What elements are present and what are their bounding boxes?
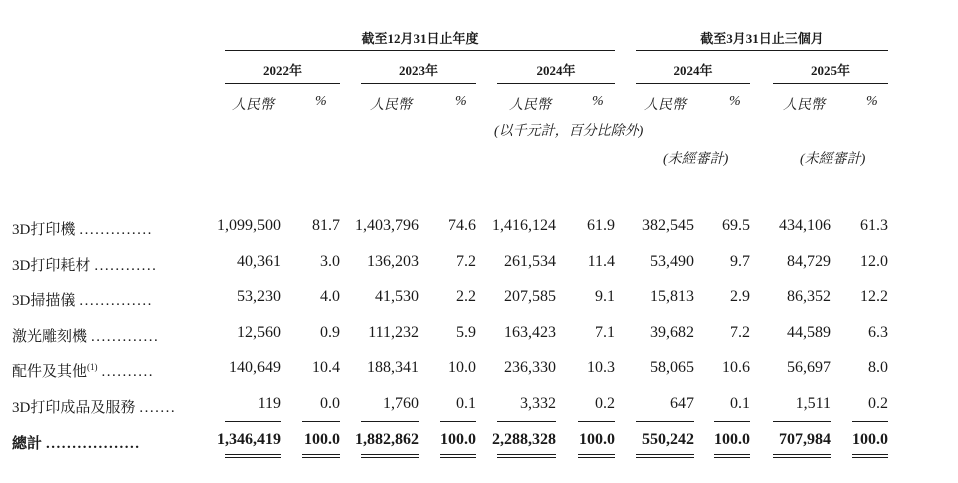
amount-cell: 1,760 (383, 395, 419, 412)
amount-cell: 86,352 (787, 288, 831, 305)
period-quarter-rule (636, 50, 888, 51)
currency-header: 人民幣 (644, 98, 686, 113)
unaudited-note: (未經審計) (800, 152, 866, 167)
total-double-rule (773, 457, 831, 458)
amount-cell: 40,361 (237, 253, 281, 270)
percent-header: % (729, 94, 741, 109)
currency-header: 人民幣 (509, 98, 551, 113)
amount-cell: 15,813 (650, 288, 694, 305)
percent-cell: 61.3 (860, 217, 888, 234)
amount-cell: 53,230 (237, 288, 281, 305)
year-header-2025-q: 2025年 (810, 63, 850, 78)
amount-cell: 41,530 (375, 288, 419, 305)
leader-dots: .................. (46, 436, 141, 452)
percent-header: % (455, 94, 467, 109)
row-label-text: 總計 (12, 436, 43, 452)
percent-cell: 0.9 (320, 324, 340, 341)
row-label-text: 3D掃描儀 (12, 293, 76, 309)
amount-cell: 1,416,124 (492, 217, 556, 234)
percent-cell: 7.2 (730, 324, 750, 341)
year-rule-2023 (361, 83, 476, 84)
amount-cell: 53,490 (650, 253, 694, 270)
percent-cell: 7.1 (595, 324, 615, 341)
amount-cell: 382,545 (642, 217, 694, 234)
total-double-rule (497, 457, 556, 458)
row-label (12, 218, 153, 239)
amount-cell: 84,729 (787, 253, 831, 270)
leader-dots: ....... (139, 400, 177, 416)
total-double-rule (497, 454, 556, 455)
leader-dots: .............. (79, 293, 153, 309)
unaudited-note: (未經審計) (663, 152, 729, 167)
period-fiscal-year-rule (225, 50, 615, 51)
unit-note: (以千元計，百分比除外) (494, 124, 644, 139)
total-double-rule (361, 457, 419, 458)
percent-cell: 100.0 (579, 431, 615, 448)
percent-cell: 0.2 (868, 395, 888, 412)
amount-cell: 647 (670, 395, 694, 412)
percent-cell: 100.0 (304, 431, 340, 448)
percent-header: % (592, 94, 604, 109)
percent-cell: 8.0 (868, 359, 888, 376)
percent-cell: 11.4 (587, 253, 615, 270)
amount-cell: 207,585 (504, 288, 556, 305)
subtotal-rule (773, 421, 831, 422)
total-double-rule (302, 454, 340, 455)
leader-dots: ............. (91, 329, 160, 345)
total-double-rule (302, 457, 340, 458)
row-label-text: 3D打印耗材 (12, 258, 91, 274)
percent-cell: 100.0 (440, 431, 476, 448)
percent-cell: 74.6 (448, 217, 476, 234)
total-double-rule (225, 457, 281, 458)
percent-cell: 69.5 (722, 217, 750, 234)
total-double-rule (714, 454, 750, 455)
percent-cell: 61.9 (587, 217, 615, 234)
percent-cell: 3.0 (320, 253, 340, 270)
total-double-rule (578, 454, 615, 455)
amount-cell: 3,332 (520, 395, 556, 412)
amount-cell: 163,423 (504, 324, 556, 341)
row-label-text: 激光雕刻機 (12, 329, 88, 345)
amount-cell: 707,984 (779, 431, 831, 448)
percent-cell: 4.0 (320, 288, 340, 305)
subtotal-rule (852, 421, 888, 422)
amount-cell: 140,649 (229, 359, 281, 376)
amount-cell: 44,589 (787, 324, 831, 341)
subtotal-rule (440, 421, 476, 422)
total-double-rule (440, 457, 476, 458)
subtotal-rule (225, 421, 281, 422)
amount-cell: 434,106 (779, 217, 831, 234)
year-header-2024: 2024年 (536, 63, 576, 78)
subtotal-rule (497, 421, 556, 422)
total-double-rule (714, 457, 750, 458)
percent-cell: 7.2 (456, 253, 476, 270)
total-double-rule (773, 454, 831, 455)
total-double-rule (361, 454, 419, 455)
amount-cell: 1,511 (795, 395, 831, 412)
total-double-rule (636, 454, 694, 455)
footnote-marker: (1) (87, 362, 98, 372)
leader-dots: ............ (94, 258, 158, 274)
percent-cell: 0.0 (320, 395, 340, 412)
total-double-rule (225, 454, 281, 455)
amount-cell: 261,534 (504, 253, 556, 270)
total-double-rule (852, 457, 888, 458)
percent-cell: 9.7 (730, 253, 750, 270)
amount-cell: 119 (257, 395, 281, 412)
percent-cell: 81.7 (312, 217, 340, 234)
amount-cell: 236,330 (504, 359, 556, 376)
total-label (12, 432, 141, 453)
year-rule-2024 (497, 83, 615, 84)
year-header-2023: 2023年 (398, 63, 438, 78)
percent-cell: 100.0 (714, 431, 750, 448)
amount-cell: 188,341 (367, 359, 419, 376)
amount-cell: 1,403,796 (355, 217, 419, 234)
percent-cell: 0.1 (730, 395, 750, 412)
percent-cell: 10.6 (722, 359, 750, 376)
amount-cell: 136,203 (367, 253, 419, 270)
amount-cell: 12,560 (237, 324, 281, 341)
row-label-text: 3D打印機 (12, 222, 76, 238)
currency-header: 人民幣 (232, 98, 274, 113)
row-label-text: 配件及其他 (12, 364, 88, 380)
percent-cell: 6.3 (868, 324, 888, 341)
percent-cell: 2.9 (730, 288, 750, 305)
percent-cell: 0.1 (456, 395, 476, 412)
amount-cell: 39,682 (650, 324, 694, 341)
leader-dots: .............. (79, 222, 153, 238)
leader-dots: .......... (101, 364, 155, 380)
currency-header: 人民幣 (783, 98, 825, 113)
percent-cell: 9.1 (595, 288, 615, 305)
currency-header: 人民幣 (370, 98, 412, 113)
year-rule-2024-q (636, 83, 750, 84)
subtotal-rule (302, 421, 340, 422)
percent-header: % (315, 94, 327, 109)
row-label (12, 360, 154, 381)
total-double-rule (440, 454, 476, 455)
subtotal-rule (578, 421, 615, 422)
amount-cell: 1,346,419 (217, 431, 281, 448)
amount-cell: 111,232 (368, 324, 419, 341)
percent-cell: 10.0 (448, 359, 476, 376)
row-label (12, 396, 176, 417)
percent-cell: 12.0 (860, 253, 888, 270)
row-label-text: 3D打印成品及服務 (12, 400, 136, 416)
percent-cell: 5.9 (456, 324, 476, 341)
year-header-2024-q: 2024年 (673, 63, 713, 78)
percent-header: % (866, 94, 878, 109)
amount-cell: 58,065 (650, 359, 694, 376)
total-double-rule (636, 457, 694, 458)
percent-cell: 100.0 (852, 431, 888, 448)
amount-cell: 2,288,328 (492, 431, 556, 448)
row-label (12, 325, 159, 346)
year-header-2022: 2022年 (262, 63, 302, 78)
row-label (12, 289, 153, 310)
percent-cell: 10.4 (312, 359, 340, 376)
percent-cell: 10.3 (587, 359, 615, 376)
subtotal-rule (636, 421, 694, 422)
percent-cell: 12.2 (860, 288, 888, 305)
year-rule-2022 (225, 83, 340, 84)
amount-cell: 1,882,862 (355, 431, 419, 448)
period-fiscal-year: 截至12月31日止年度 (361, 31, 479, 46)
period-quarter: 截至3月31日止三個月 (700, 31, 824, 46)
amount-cell: 1,099,500 (217, 217, 281, 234)
amount-cell: 550,242 (642, 431, 694, 448)
total-double-rule (852, 454, 888, 455)
row-label (12, 254, 157, 275)
total-double-rule (578, 457, 615, 458)
subtotal-rule (361, 421, 419, 422)
year-rule-2025-q (773, 83, 888, 84)
percent-cell: 2.2 (456, 288, 476, 305)
subtotal-rule (714, 421, 750, 422)
percent-cell: 0.2 (595, 395, 615, 412)
amount-cell: 56,697 (787, 359, 831, 376)
